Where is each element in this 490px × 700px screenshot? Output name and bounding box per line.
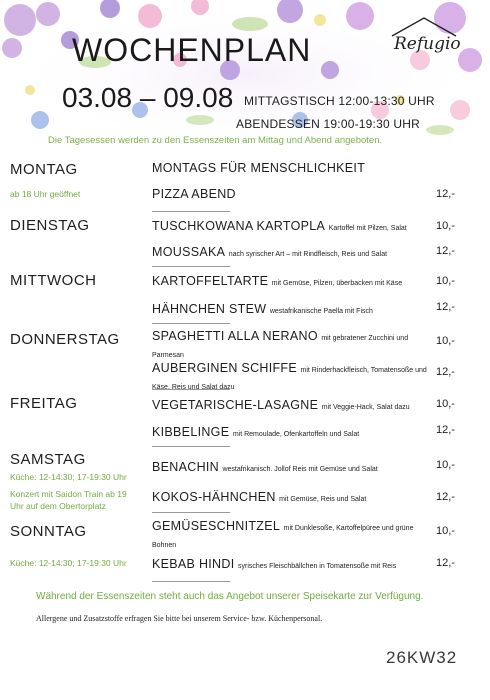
menu-item-name: HÄHNCHEN STEW — [152, 302, 267, 316]
day-friday: FREITAG — [10, 395, 78, 412]
menu-item-price: 12,- — [436, 424, 455, 436]
menu-item — [152, 161, 432, 175]
lunch-hours: MITTAGSTISCH 12:00-13:30 UHR — [244, 94, 435, 108]
refugio-logo — [384, 14, 464, 66]
date-range: 03.08 – 09.08 — [62, 82, 234, 113]
menu-item-price: 12,- — [436, 245, 455, 257]
menu-item-description: mit Veggie-Hack, Salat dazu — [321, 404, 410, 411]
day-saturday-concert: Konzert mit Saidon Train ab 19 Uhr auf dem Obertorplatz — [10, 489, 127, 511]
menu-item-name: MONTAGS FÜR MENSCHLICHKEIT — [152, 161, 366, 175]
menu-item — [152, 557, 432, 574]
menu-item-name: KARTOFFELTARTE — [152, 274, 269, 288]
logo-text: Refugio — [394, 34, 461, 54]
menu-item-price: 10,- — [436, 398, 455, 410]
menu-item-price: 12,- — [436, 301, 455, 313]
menu-item-price: 10,- — [436, 220, 455, 232]
menu-item — [152, 519, 432, 553]
menu-item — [152, 425, 432, 442]
menu-item-name: VEGETARISCHE-LASAGNE — [152, 398, 319, 412]
allergen-note: Allergene und Zusatzstoffe erfragen Sie bitte bei unserem Service- bzw. Küchenpersonal. — [36, 614, 323, 623]
divider — [152, 211, 230, 212]
calendar-week-code: 26KW32 — [386, 648, 458, 667]
day-monday: MONTAG — [10, 161, 78, 178]
menu-item-price: 10,- — [436, 525, 455, 537]
menu-item — [152, 302, 432, 319]
menu-item-price: 12,- — [436, 491, 455, 503]
menu-item-price: 10,- — [436, 335, 455, 347]
menu-item — [152, 490, 432, 507]
menu-item-description: mit gebratener Zucchini und Parmesan — [152, 335, 409, 359]
day-sunday: SONNTAG — [10, 523, 87, 540]
divider — [152, 512, 230, 513]
divider — [152, 446, 230, 447]
menu-item — [152, 187, 432, 201]
menu-item — [152, 245, 432, 262]
menu-item-description: mit Gemüse, Pilzen, überbacken mit Käse — [271, 280, 403, 287]
menu-item-price: 10,- — [436, 459, 455, 471]
menu-item-description: mit Dunklesoße, Kartoffelpüree und grüne Bohnen — [152, 525, 414, 549]
day-wednesday: MITTWOCH — [10, 272, 97, 289]
menu-item-description: westafrikanisch. Jollof Reis mit Gemüse und Salat — [222, 466, 378, 473]
day-saturday-note: Küche: 12-14:30; 17-19:30 Uhr — [10, 472, 127, 482]
footer-info: Während der Essenszeiten steht auch das Angebot unserer Speisekarte zur Verfügung. — [36, 591, 424, 602]
menu-item-name: KEBAB HINDI — [152, 557, 235, 571]
menu-item-name: SPAGHETTI ALLA NERANO — [152, 329, 318, 343]
menu-item-description: mit Rinderhackfleisch, Tomatensoße und Käse, Reis und Salat dazu — [152, 367, 427, 391]
menu-item-name: KIBBELINGE — [152, 425, 230, 439]
menu-item-description: mit Gemüse, Reis und Salat — [279, 496, 367, 503]
menu-item — [152, 460, 432, 477]
menu-item-name: PIZZA ABEND — [152, 187, 236, 201]
menu-item — [152, 398, 432, 415]
divider — [152, 581, 230, 582]
intro-text: Die Tagesessen werden zu den Essenszeiten am Mittag und Abend angeboten. — [48, 135, 383, 146]
menu-item-name: MOUSSAKA — [152, 245, 226, 259]
menu-item-name: BENACHIN — [152, 460, 219, 474]
menu-item-name: KOKOS-HÄHNCHEN — [152, 490, 276, 504]
divider — [152, 389, 230, 390]
day-monday-note: ab 18 Uhr geöffnet — [10, 189, 81, 199]
day-saturday: SAMSTAG — [10, 451, 86, 468]
menu-item-price: 12,- — [436, 366, 455, 378]
menu-item-price: 10,- — [436, 275, 455, 287]
day-tuesday: DIENSTAG — [10, 217, 90, 234]
menu-item-description: nach syrischer Art – mit Rindfleisch, Reis und Salat — [228, 251, 388, 258]
menu-item-description: syrisches Fleischbällchen in Tomatensoße mit Reis — [237, 563, 397, 570]
page-title: WOCHENPLAN — [72, 32, 312, 68]
menu-item-price: 12,- — [436, 188, 455, 200]
day-thursday: DONNERSTAG — [10, 331, 120, 348]
day-sunday-note: Küche: 12-14:30; 17-19:30 Uhr — [10, 558, 127, 568]
divider — [152, 323, 230, 324]
menu-item-name: TUSCHKOWANA KARTOPLA — [152, 219, 326, 233]
menu-item-description: mit Remoulade, Ofenkartoffeln und Salat — [232, 431, 360, 438]
menu-item-description: westafrikanische Paella mit Fisch — [269, 308, 373, 315]
menu-item — [152, 219, 432, 236]
menu-item-name: AUBERGINEN SCHIFFE — [152, 361, 297, 375]
menu-item-description: Kartoffel mit Pilzen, Salat — [328, 225, 407, 232]
menu-item-price: 12,- — [436, 557, 455, 569]
divider — [152, 266, 230, 267]
dinner-hours: ABENDESSEN 19:00-19:30 UHR — [236, 117, 420, 131]
menu-item — [152, 274, 432, 291]
menu-item-name: GEMÜSESCHNITZEL — [152, 519, 281, 533]
menu-item — [152, 329, 432, 363]
